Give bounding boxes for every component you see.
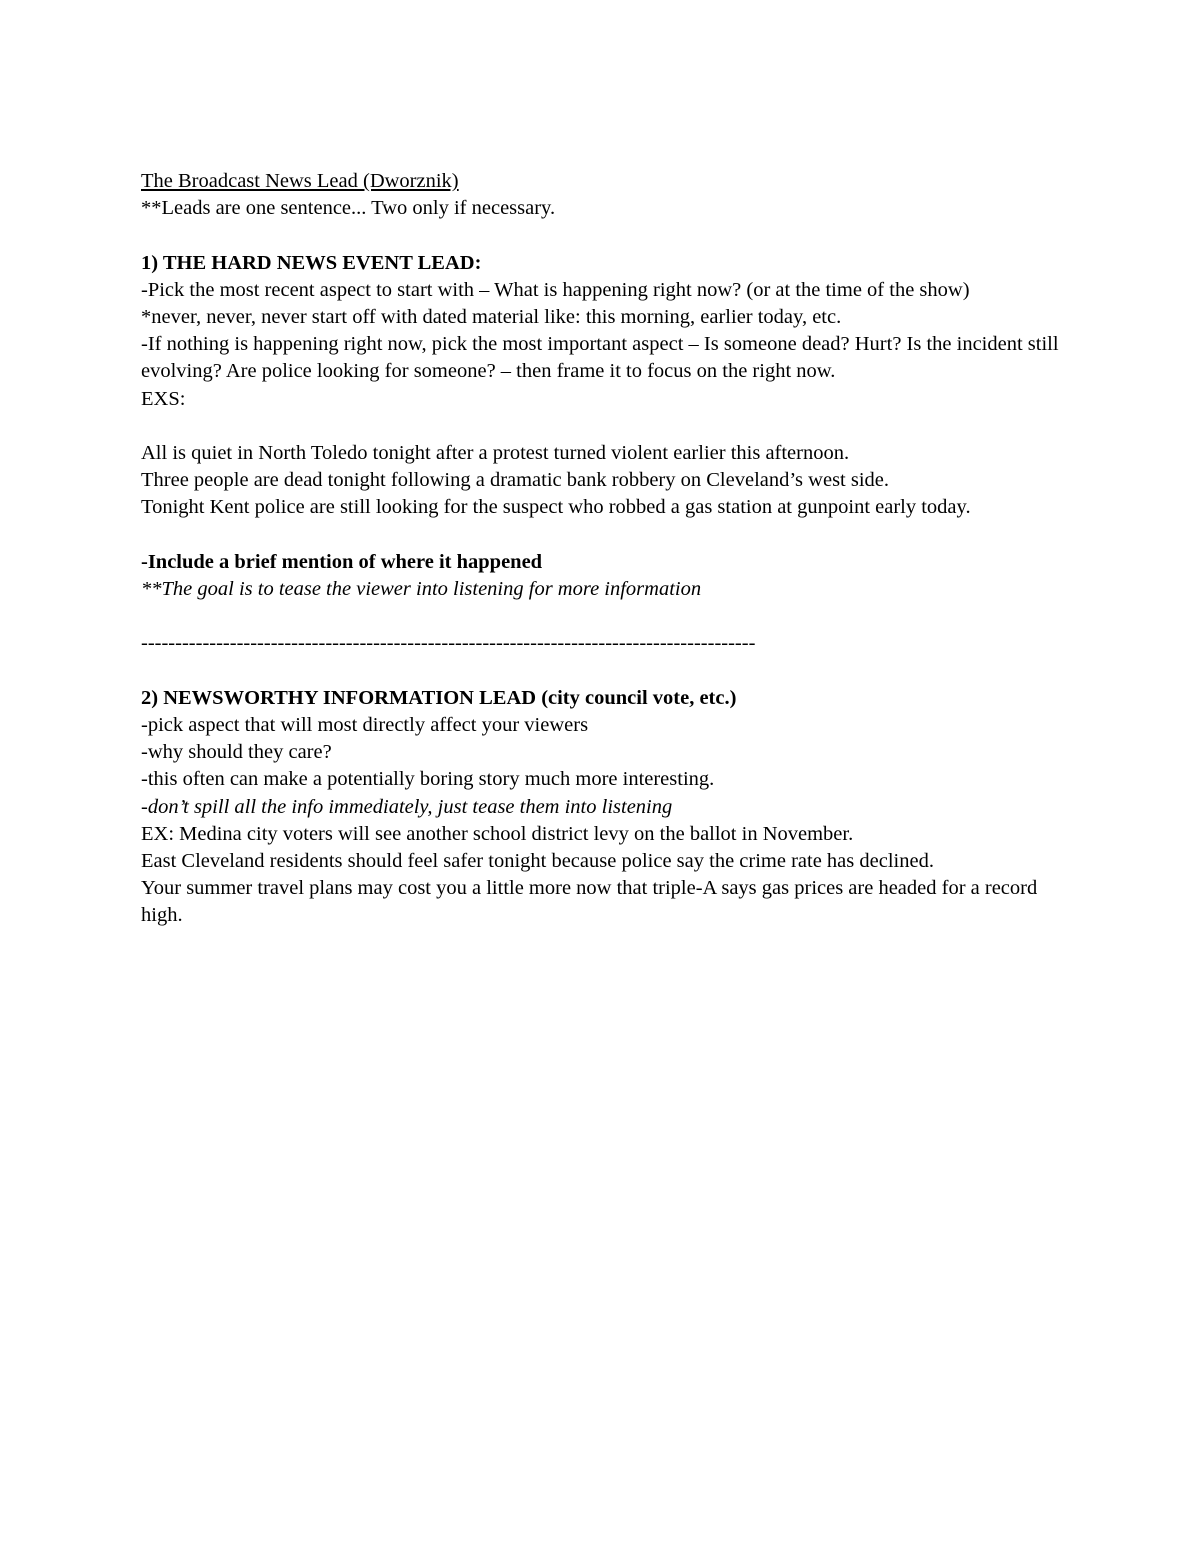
section1-point: -If nothing is happening right now, pick the most important aspect – Is someone dead? Hurt? Is the incident still evolving? Are police looking for someone? – then frame it to focus on the right now. [141,333,1059,383]
spacer [141,658,1066,685]
section2-point: -why should they care? [141,741,332,764]
section2-point: -pick aspect that will most directly affect your viewers [141,713,589,736]
examples-label: EXS: [141,387,186,410]
section2-point-italic: -don’t spill all the info immediately, just tease them into listening [141,795,673,818]
section1-note-italic: **The goal is to tease the viewer into listening for more information [141,578,702,600]
section1-example: All is quiet in North Toledo tonight after a protest turned violent earlier this afternoon. [141,442,850,464]
section2-example: EX: Medina city voters will see another school district levy on the ballot in November. [141,822,854,845]
spacer [141,222,1066,249]
section2-heading: 2) NEWSWORTHY INFORMATION LEAD (city council vote, etc.) [141,686,737,709]
spacer [141,522,1066,549]
section2-example: East Cleveland residents should feel safer tonight because police say the crime rate has declined. [141,850,934,872]
spacer [141,603,1066,630]
document-page [141,168,1066,930]
spacer [141,413,1066,440]
intro-note: **Leads are one sentence... Two only if necessary. [141,197,556,220]
section1-heading: 1) THE HARD NEWS EVENT LEAD: [141,251,482,274]
document-title: The Broadcast News Lead (Dworznik) [141,170,459,192]
section1-point: -Pick the most recent aspect to start with – What is happening right now? (or at the time of the show) [141,278,970,301]
section1-example: Tonight Kent police are still looking for the suspect who robbed a gas station at gunpoint early today. [141,496,971,519]
section-divider: ------------------------------------------------------------------------------------------ [141,632,756,655]
section1-example: Three people are dead tonight following a dramatic bank robbery on Cleveland’s west side. [141,469,890,492]
section2-point: -this often can make a potentially boring story much more interesting. [141,768,715,791]
section2-example: Your summer travel plans may cost you a little more now that triple-A says gas prices are headed for a record high. [141,877,1038,927]
section1-note-bold: -Include a brief mention of where it happened [141,550,543,573]
section1-point: *never, never, never start off with dated material like: this morning, earlier today, etc. [141,306,842,328]
